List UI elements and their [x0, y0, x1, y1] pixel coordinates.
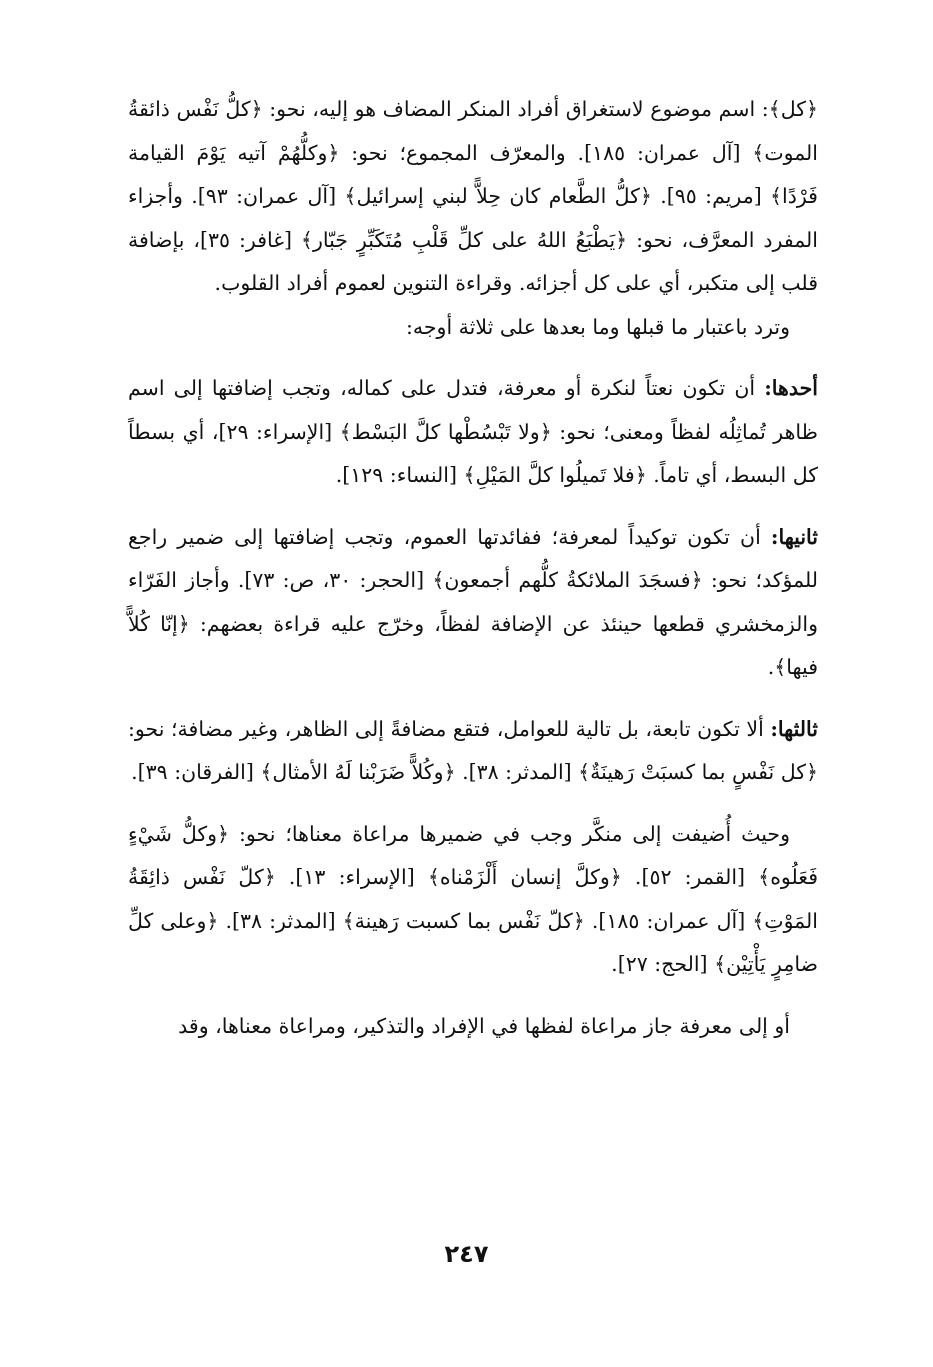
paragraph-aspect-three [128, 708, 818, 795]
paragraph-three-aspects-intro [128, 306, 818, 350]
paragraph-aspect-one [128, 367, 818, 498]
paragraph-kull-definition [128, 88, 818, 306]
paragraph-text: أن تكون نعتاً لنكرة أو معرفة، فتدل على كماله، وتجب إضافتها إلى اسم ظاهر تُماثِلُه لفظاً ومعنى؛ نحو: ﴿ولا تَبْسُطْها كلَّ البَسْط﴾ [الإسراء: ٢٩]، أي بسطاً كل البسط، أي تاماً. ﴿فلا تَميلُوا كلَّ المَيْلِ﴾ [النساء: ١٢٩]. [128, 376, 818, 487]
paragraph-indefinite-pronoun [128, 813, 818, 987]
paragraph-text: وحيث أُضيفت إلى منكَّر وجب في ضميرها مراعاة معناها؛ نحو: ﴿وكلُّ شَيْءٍ فَعَلُوه﴾ [القمر: ٥٢]. ﴿وكلَّ إنسان أَلْزَمْناه﴾ [الإسراء: ١٣]. ﴿كلّ نَفْس ذائِقَةُ المَوْتِ﴾ [آل عمران: ١٨٥]. ﴿كلّ نَفْس بما كسبت رَهينة﴾ [المدثر: ٣٨]. ﴿وعلى كلِّ ضامِرٍ يَأْتِيْن﴾ [الحج: ٢٧]. [128, 821, 818, 976]
page-body [128, 88, 818, 1048]
paragraph-definite-continued [128, 1005, 818, 1049]
paragraph-lead: ثالثها: [770, 716, 818, 741]
paragraph-lead: ثانيها: [770, 524, 818, 549]
paragraph-aspect-two [128, 516, 818, 690]
paragraph-text: ﴿كل﴾: اسم موضوع لاستغراق أفراد المنكر المضاف هو إليه، نحو: ﴿كلُّ نَفْس ذائقةُ الموت﴾ [آل عمران: ١٨٥]. والمعرّف المجموع؛ نحو: ﴿وكلُّهُمْ آتيه يَوْمَ القيامة فَرْدًا﴾ [مريم: ٩٥]. ﴿كلُّ الطَّعام كان حِلاًّ لبني إسرائيل﴾ [آل عمران: ٩٣]. وأجزاء المفرد المعرَّف، نحو: ﴿يَطْبَعُ اللهُ على كلِّ قَلْبِ مُتَكَبِّرٍ جَبّار﴾ [غافر: ٣٥]، بإضافة قلب إلى متكبر، أي على كل أجزائه. وقراءة التنوين لعموم أفراد القلوب. [128, 97, 818, 295]
paragraph-text: ألا تكون تابعة، بل تالية للعوامل، فتقع مضافةً إلى الظاهر، وغير مضافة؛ نحو: ﴿كل نَفْسٍ بما كسبَتْ رَهينَةٌ﴾ [المدثر: ٣٨]. ﴿وكُلاًّ ضَرَبْنا لَهُ الأمثال﴾ [الفرقان: ٣٩]. [128, 716, 818, 784]
paragraph-lead: أحدها: [764, 376, 818, 400]
paragraph-text: أن تكون توكيداً لمعرفة؛ ففائدتها العموم، وتجب إضافتها إلى ضمير راجع للمؤكد؛ نحو: ﴿فسجَدَ الملائكةُ كلُّهم أجمعون﴾ [الحجر: ٣٠، ص: ٧٣]. وأجاز الفَرّاء والزمخشري قطعها حينئذ عن الإضافة لفظاً، وخرّج عليه قراءة بعضهم: ﴿إنّا كُلاًّ فيها﴾. [128, 524, 819, 679]
paragraph-text: وترد باعتبار ما قبلها وما بعدها على ثلاثة أوجه: [405, 314, 790, 339]
page-number: ٢٤٧ [444, 1240, 489, 1268]
paragraph-text: أو إلى معرفة جاز مراعاة لفظها في الإفراد والتذكير، ومراعاة معناها، وقد [178, 1013, 790, 1038]
